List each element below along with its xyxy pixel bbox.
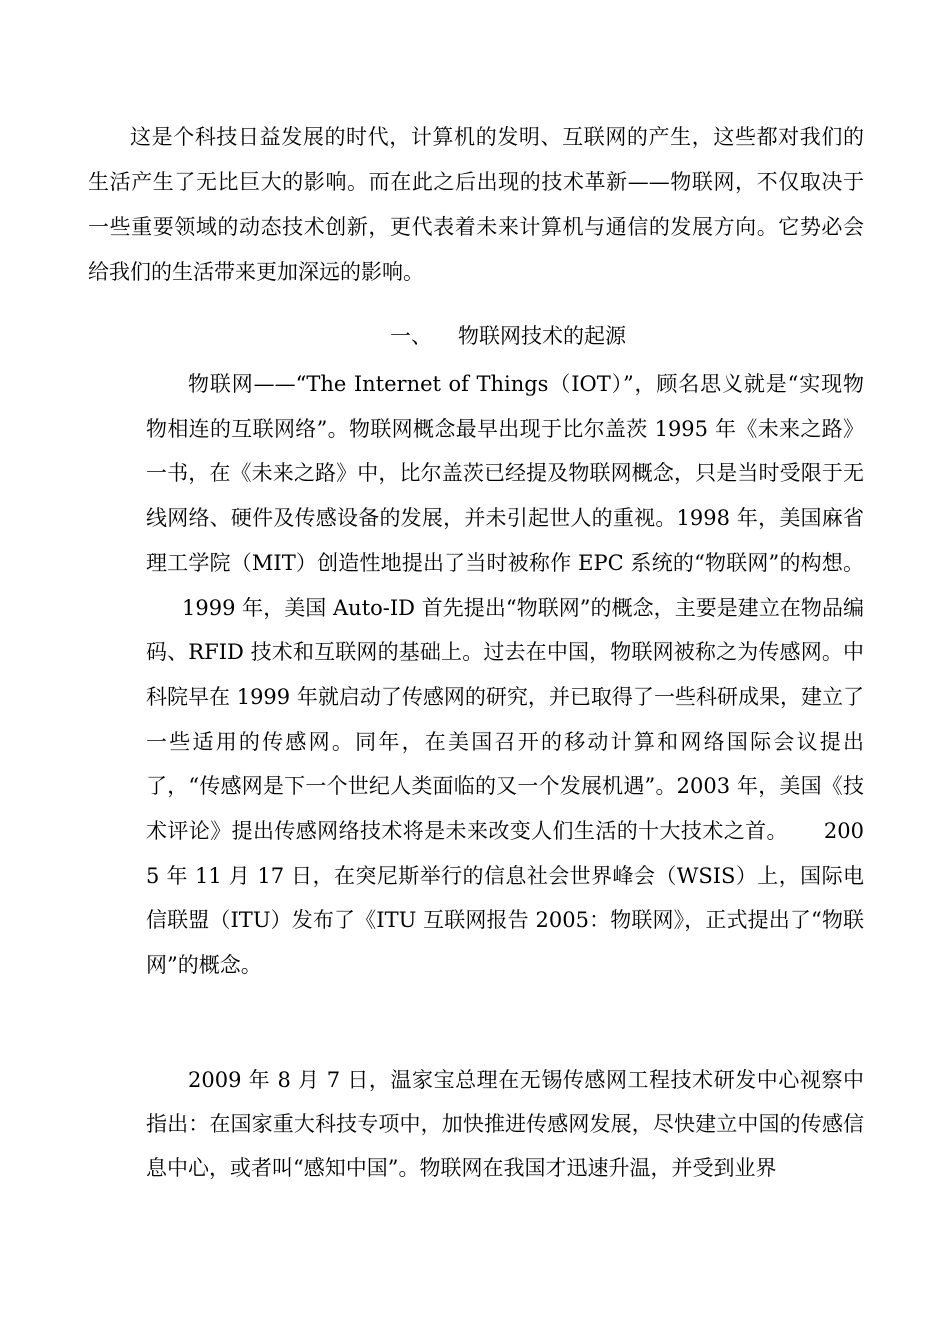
section-title: 物联网技术的起源: [458, 324, 626, 348]
section-heading: [0, 316, 950, 356]
origin-text-part-2: 1999 年，美国 Auto-ID 首先提出“物联网”的概念，主要是建立在物品编码、RFID 技术和互联网的基础上。过去在中国，物联网被称之为传感网。中科院早在 1999 年就启动了传感网的研究，并已取得了一些科研成果，建立了一些适用的传感网。同年，在美国召开的移动计算和网络国际会议提出了，“传感网是下一个世纪人类面临的又一个发展机遇”。2003 年，美国《技术评论》提出传感网络技术将是未来改变人们生活的十大技术之首。: [146, 595, 864, 844]
origin-text-part-1: 物联网——“The Internet of Things（IOT）”，顾名思义就是“实现物物相连的互联网络”。物联网概念最早出现于比尔盖茨 1995 年《未来之路》一书，在《未来之路》中，比尔盖茨已经提及物联网概念，只是当时受限于无线网络、硬件及传感设备的发展，并未引起世人的重视。1998 年，美国麻省理工学院（MIT）创造性地提出了当时被称作 EPC 系统的“物联网”的构想。: [146, 372, 864, 575]
origin-text-part-3: 2005 年 11 月 17 日，在突尼斯举行的信息社会世界峰会（WSIS）上，国际电信联盟（ITU）发布了《ITU 互联网报告 2005：物联网》，正式提出了“物联网”的概念。: [146, 819, 864, 978]
china-paragraph: 2009 年 8 月 7 日，温家宝总理在无锡传感网工程技术研发中心视察中指出：在国家重大科技专项中，加快推进传感网发展，尽快建立中国的传感信息中心，或者叫“感知中国”。物联网在我国才迅速升温，并受到业界: [146, 1068, 864, 1180]
origin-paragraph: [146, 362, 864, 988]
section-number: 一、: [390, 324, 432, 348]
intro-paragraph: 这是个科技日益发展的时代，计算机的发明、互联网的产生，这些都对我们的生活产生了无比巨大的影响。而在此之后出现的技术革新——物联网，不仅取决于一些重要领域的动态技术创新，更代表着未来计算机与通信的发展方向。它势必会给我们的生活带来更加深远的影响。: [88, 125, 864, 284]
